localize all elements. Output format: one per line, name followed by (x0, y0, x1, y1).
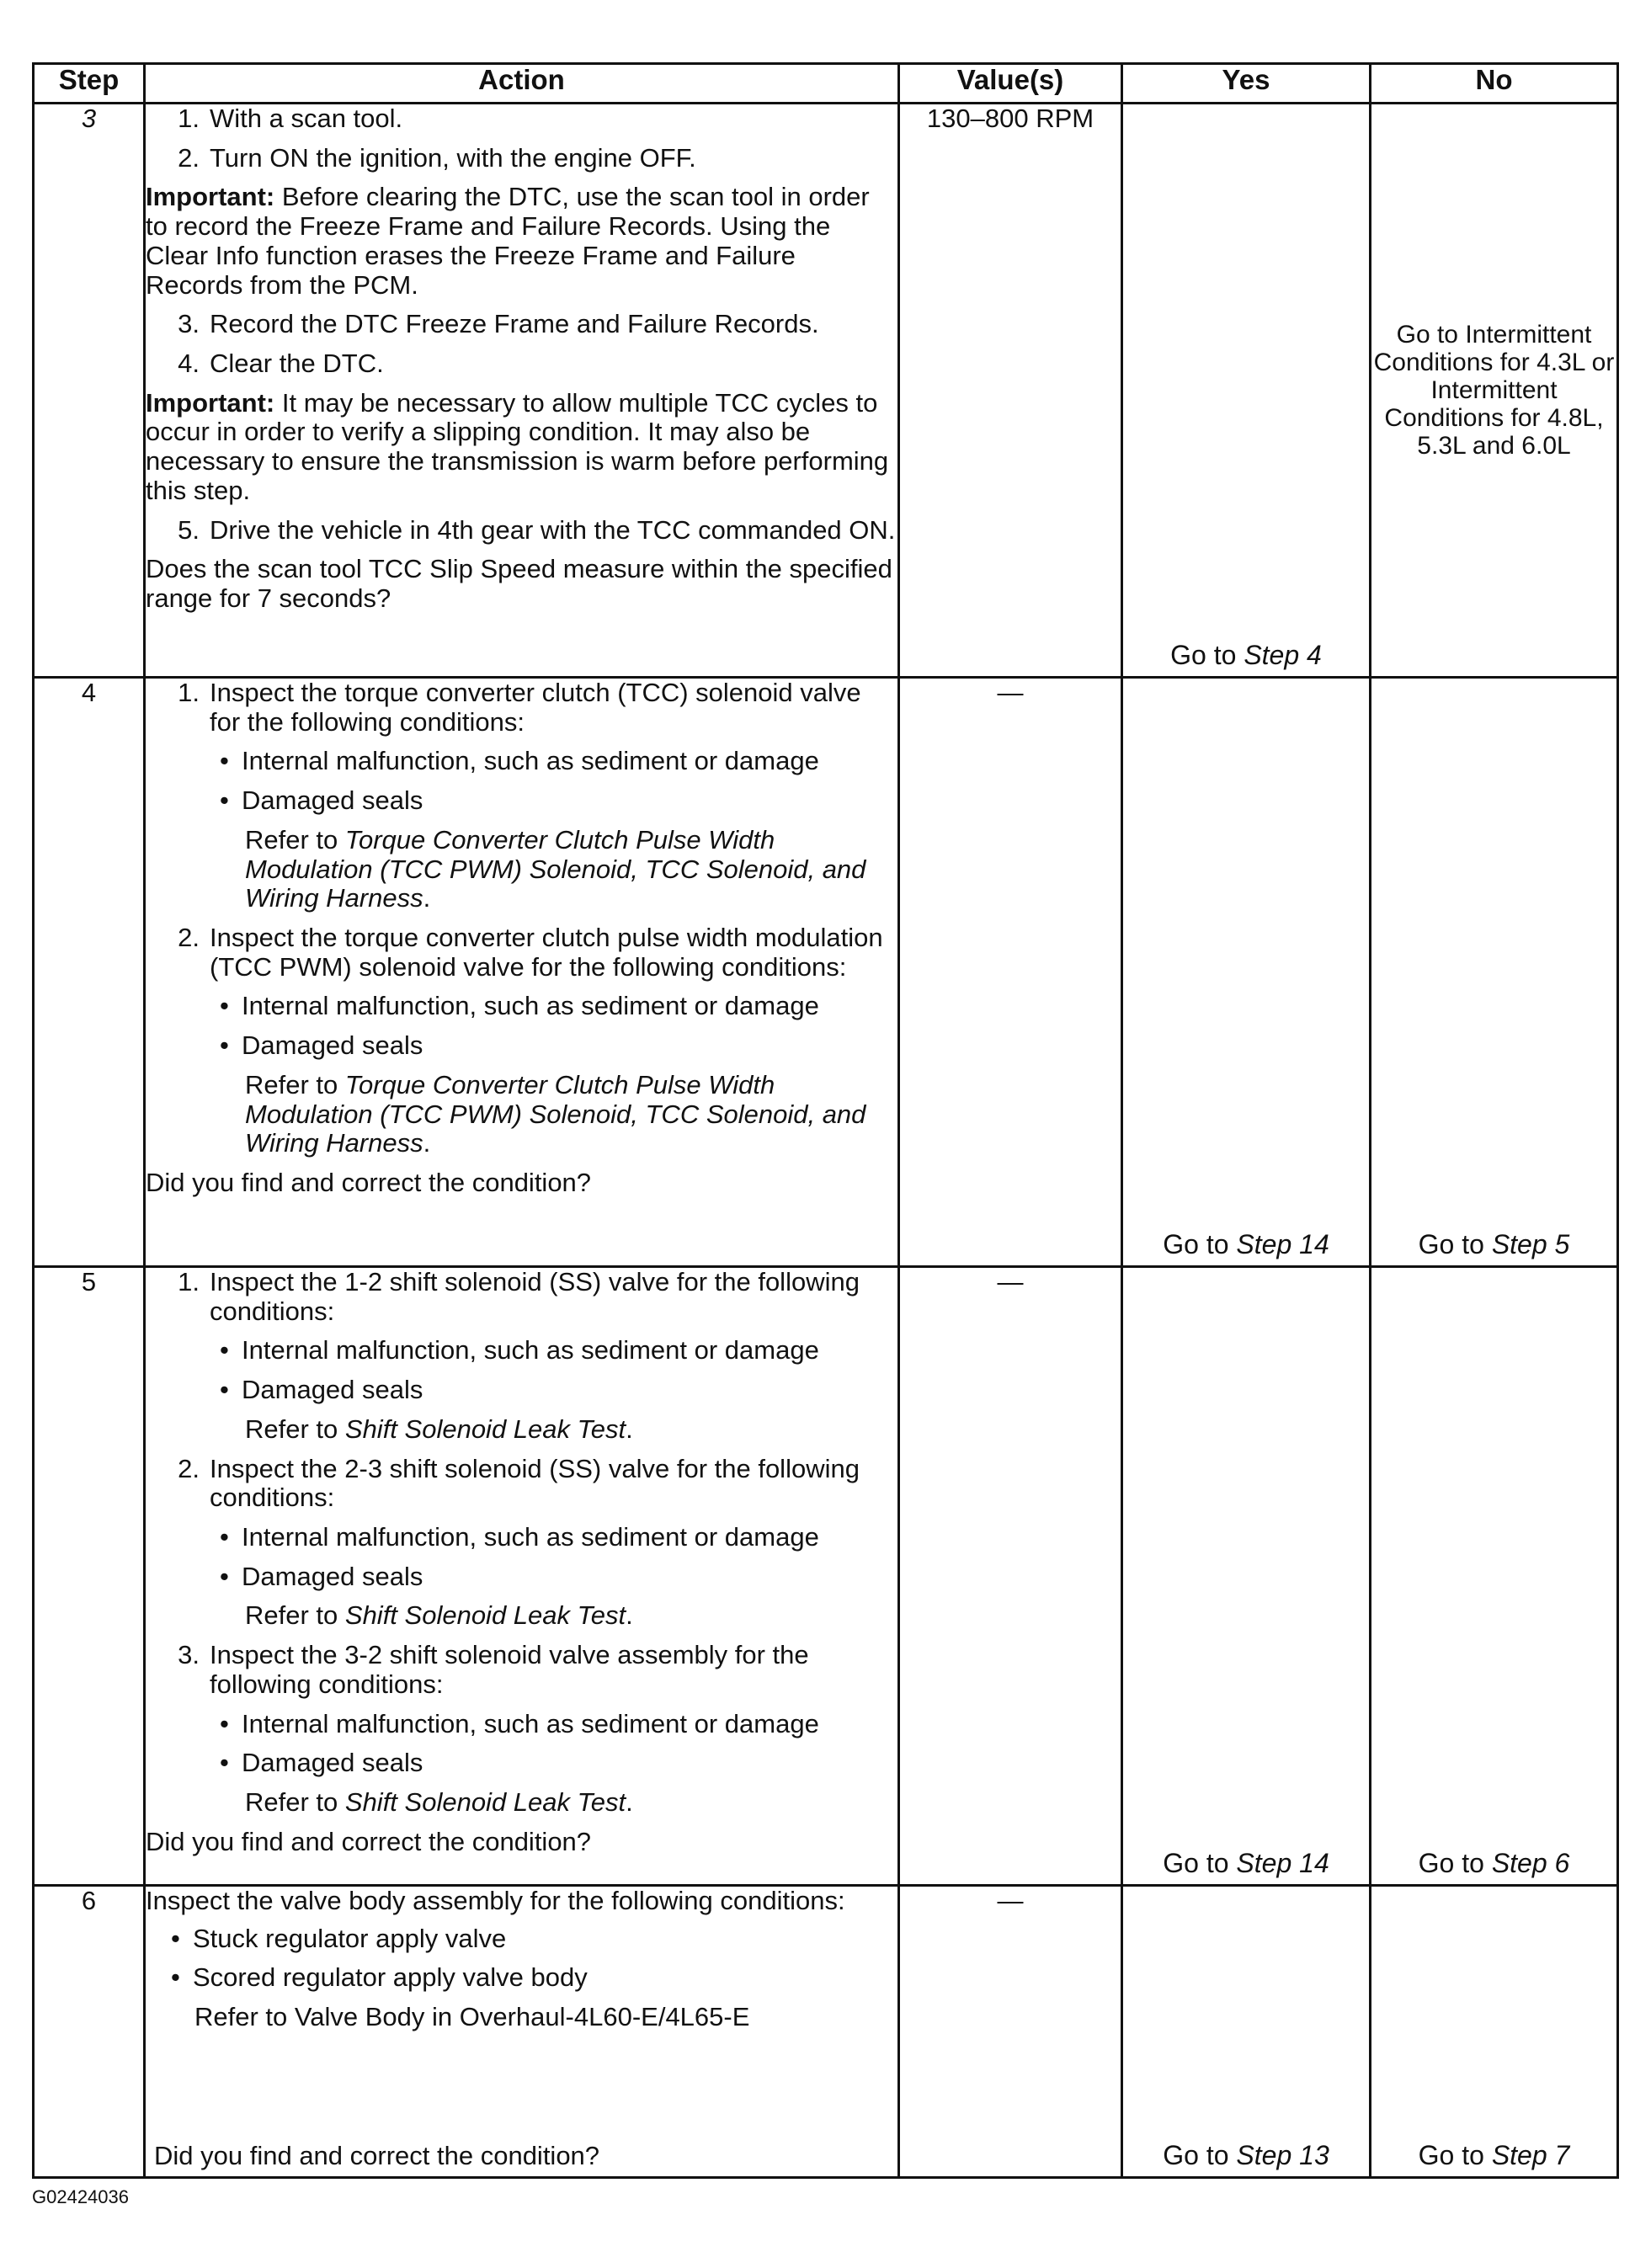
bullet-item: • Stuck regulator apply valve (171, 1923, 507, 1953)
important-note: Important: Before clearing the DTC, use the scan tool in order to record the Freeze Frame and Failure Records. Using the Clear Info function erases the Freeze Frame and Failure Records from the PCM. (146, 182, 870, 300)
no-cell (1371, 1886, 1618, 2178)
reference: Refer to Shift Solenoid Leak Test. (245, 1787, 633, 1818)
action-item: 2. Inspect the 2-3 shift solenoid (SS) valve for the following conditions: (178, 1453, 860, 1513)
goto-yes[interactable]: Go to Step 14 (1163, 1848, 1329, 1879)
goto-no[interactable]: Go to Step 7 (1418, 2140, 1570, 2171)
action-item: 3. Record the DTC Freeze Frame and Failure Records. (178, 309, 819, 339)
action-item: 4. Clear the DTC. (178, 349, 384, 379)
step-number: 5 (34, 1267, 145, 1886)
question: Did you find and correct the condition? (154, 2141, 600, 2171)
value-cell: 130–800 RPM (899, 104, 1122, 678)
table-row-step-4 (34, 678, 1618, 1267)
action-item: 1. Inspect the 1-2 shift solenoid (SS) valve for the following conditions: (178, 1267, 860, 1326)
bullet-item: • Damaged seals (220, 1561, 423, 1591)
reference: Refer to Shift Solenoid Leak Test. (245, 1414, 633, 1444)
table-row-step-5 (34, 1267, 1618, 1886)
action-intro: Inspect the valve body assembly for the following conditions: (146, 1886, 845, 1915)
goto-yes[interactable]: Go to Step 13 (1163, 2140, 1329, 2171)
bullet-item: • Damaged seals (220, 785, 423, 816)
goto-yes[interactable]: Go to Step 14 (1163, 1229, 1329, 1260)
step-number: 6 (34, 1886, 145, 2178)
reference: Refer to Torque Converter Clutch Pulse Width Modulation (TCC PWM) Solenoid, TCC Solenoid, and Wiring Harness. (245, 824, 866, 913)
table-row-step-6 (34, 1886, 1618, 2178)
yes-cell (1122, 1886, 1371, 2178)
goto-intermittent[interactable]: Go to Intermittent Conditions for 4.3L or Intermittent Conditions for 4.8L, 5.3L and 6.0L (1373, 321, 1615, 460)
header-values: Value(s) (899, 64, 1122, 104)
bullet-item: • Internal malfunction, such as sediment or damage (220, 991, 819, 1021)
action-item: 1. With a scan tool. (178, 104, 403, 133)
table-row-step-3 (34, 104, 1618, 678)
header-no: No (1371, 64, 1618, 104)
bullet-item: • Damaged seals (220, 1030, 423, 1061)
header-yes: Yes (1122, 64, 1371, 104)
yes-cell (1122, 678, 1371, 1267)
action-item: 2. Inspect the torque converter clutch pulse width modulation (TCC PWM) solenoid valve for the following conditions: (178, 923, 883, 982)
figure-id: G02424036 (32, 2186, 129, 2207)
question: Did you find and correct the condition? (146, 1826, 592, 1856)
goto-no[interactable]: Go to Step 6 (1418, 1848, 1570, 1879)
diagnostic-table (32, 62, 1619, 2179)
bullet-item: • Damaged seals (220, 1375, 423, 1405)
step-number: 4 (34, 678, 145, 1267)
reference-link[interactable]: Shift Solenoid Leak Test (344, 1600, 626, 1631)
reference: Refer to Valve Body in Overhaul-4L60-E/4L65-E (194, 2002, 750, 2032)
bullet-item: • Scored regulator apply valve body (171, 1962, 588, 1993)
important-note: Important: It may be necessary to allow multiple TCC cycles to occur in order to verify a slipping condition. It may also be necessary to ensure the transmission is warm before performing this step. (146, 387, 889, 505)
action-item: 3. Inspect the 3-2 shift solenoid valve assembly for the following conditions: (178, 1640, 809, 1699)
action-cell (145, 1267, 899, 1886)
reference-link[interactable]: Torque Converter Clutch Pulse Width Modulation (TCC PWM) Solenoid, TCC Solenoid, and Wiring Harness (245, 824, 866, 913)
header-step: Step (34, 64, 145, 104)
action-item: 2. Turn ON the ignition, with the engine OFF. (178, 142, 696, 173)
reference-link[interactable]: Torque Converter Clutch Pulse Width Modulation (TCC PWM) Solenoid, TCC Solenoid, and Wiring Harness (245, 1069, 866, 1158)
yes-cell (1122, 1267, 1371, 1886)
step-number: 3 (34, 104, 145, 678)
value-cell: — (899, 1267, 1122, 1886)
no-cell (1371, 104, 1618, 678)
bullet-item: • Internal malfunction, such as sediment or damage (220, 1708, 819, 1738)
action-cell (145, 104, 899, 678)
value-cell: — (899, 1886, 1122, 2178)
reference-link[interactable]: Shift Solenoid Leak Test (344, 1787, 626, 1818)
yes-cell (1122, 104, 1371, 678)
question: Did you find and correct the condition? (146, 1168, 592, 1198)
action-item: 5. Drive the vehicle in 4th gear with the TCC commanded ON. (178, 514, 896, 545)
reference: Refer to Torque Converter Clutch Pulse Width Modulation (TCC PWM) Solenoid, TCC Solenoid, and Wiring Harness. (245, 1069, 866, 1158)
header-action: Action (145, 64, 899, 104)
bullet-item: • Internal malfunction, such as sediment or damage (220, 1335, 819, 1366)
goto-yes[interactable]: Go to Step 4 (1170, 640, 1322, 671)
no-cell (1371, 1267, 1618, 1886)
reference: Refer to Shift Solenoid Leak Test. (245, 1600, 633, 1631)
question: Does the scan tool TCC Slip Speed measure within the specified range for 7 seconds? (146, 554, 892, 614)
goto-no[interactable]: Go to Step 5 (1418, 1229, 1570, 1260)
header-row (34, 64, 1618, 104)
bullet-item: • Internal malfunction, such as sediment or damage (220, 1522, 819, 1552)
reference-link[interactable]: Shift Solenoid Leak Test (344, 1414, 626, 1444)
bullet-item: • Internal malfunction, such as sediment or damage (220, 746, 819, 776)
no-cell (1371, 678, 1618, 1267)
action-cell (145, 1886, 899, 2178)
bullet-item: • Damaged seals (220, 1748, 423, 1778)
value-cell: — (899, 678, 1122, 1267)
action-cell (145, 678, 899, 1267)
action-item: 1. Inspect the torque converter clutch (TCC) solenoid valve for the following conditions: (178, 678, 861, 737)
